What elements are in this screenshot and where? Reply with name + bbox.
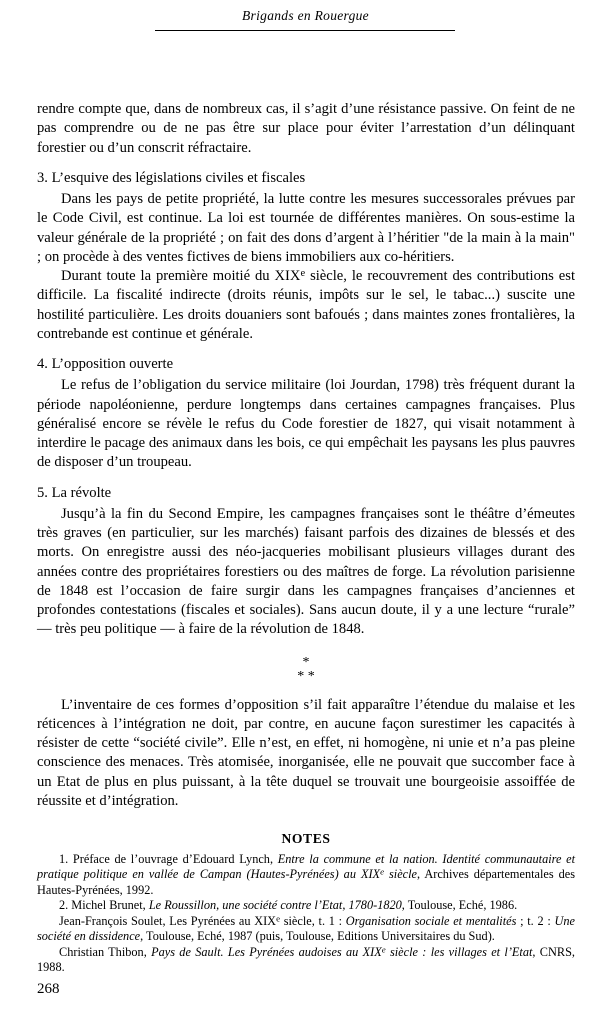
note-3-text-c: ; t. 2 : [516, 913, 555, 928]
note-3-text-a: Jean-François Soulet, Les Pyrénées au XIX [59, 913, 277, 928]
notes-heading: NOTES [281, 831, 331, 846]
header-rule [155, 30, 455, 31]
note-item-4 [37, 945, 575, 976]
note-4-text-a: Christian Thibon, [59, 944, 152, 959]
paragraph-inventaire: L’inventaire de ces formes d’opposition s’il fait apparaître l’étendue du malaise et les réticences à l’intégration ne doit, par contre, en aucune façon surestimer les capacités à résister de cette “société civile”. Elle n’est, en effet, ni homogène, ni unie et n’a pas pleine conscience des menaces. Très atomisée, inorganisée, elle ne pouvait que succomber face à un Etat de plus en plus puissant, à la tête duquel se trouvait une bourgeoisie assoiffée de réussite et d’intégration. [37, 696, 575, 809]
paragraph-contributions-post: siècle, le recouvrement des contributions est difficile. La fiscalité indirecte (droits réunis, impôts sur le sel, le tabac...) suscite une hostilité particulière. Les droits douaniers sont bafoués ; dans maintes zones frontalières, la contrebande est continue et générale. [37, 268, 575, 342]
note-4-ordinal: e [381, 944, 386, 955]
note-1-text-a: 1. Préface de l’ouvrage d’Edouard Lynch, [59, 852, 278, 866]
paragraph-opposition-ouverte: Le refus de l’obligation du service militaire (loi Jourdan, 1798) très fréquent durant la période napoléonienne, perdure longtemps dans certaines campagnes françaises. Plus généralisé encore se révèle le refus du Code forestier de 1827, qui visait notamment à interdire le pacage des animaux dans les bois, ce qui empêchait les paysans les plus pauvres de disposer d’un troupeau. [37, 377, 575, 471]
note-1-title: Entre la commune et la nation. Identité communautaire et pratique politique en vallée de Campan (Hautes-Pyrénées) au XIX [37, 852, 575, 882]
note-1-title-cont: siècle [384, 867, 417, 882]
note-item-1 [37, 852, 575, 898]
note-4-title: Pays de Sault. Les Pyrénées audoises au XIX [151, 944, 382, 959]
paragraph-contributions [37, 267, 575, 344]
paragraph-contributions-pre: Durant toute la première moitié du XIX [61, 268, 301, 284]
note-1-text-b: , Archives départementales des Hautes-Pyrénées, 1992. [37, 867, 576, 897]
section-heading-4: 4. L’opposition ouverte [37, 356, 174, 372]
paragraph-opening: rendre compte que, dans de nombreux cas, il s’agit d’une résistance passive. On feint de ne pas comprendre ou de ne pas être sur place pour éviter l’arrestation d’un délinquant forestier ou d’un conscrit réfractaire. [37, 101, 575, 156]
paragraph-petite-propriete: Dans les pays de petite propriété, la lutte contre les mesures successorales prévues par le Code Civil, est continue. La loi est tournée de différentes manières. On sous-estime la valeur générale de la propriété ; on fait des dons d’argent à l’héritier "de la main à la main" ; on procède à des ventes fictives de biens immobiliers aux co-héritiers. [37, 191, 575, 265]
note-2-text-a: 2. Michel Brunet, [59, 898, 149, 913]
note-3-text-d: , Toulouse, Eché, 1987 (puis, Toulouse, Editions Universitaires du Sud). [140, 929, 495, 944]
asterisk-separator [37, 656, 575, 684]
asterisk-line-1: * [302, 654, 310, 670]
paragraph-revolte: Jusqu’à la fin du Second Empire, les campagnes françaises sont le théâtre d’émeutes très graves (en particulier, sur les marchés) faisant parfois des dizaines de blessés et des morts. On enregistre aussi des néo-jacqueries mobilisant plusieurs villages durant des années contre des propriétaires forestiers ou des maîtres de forge. La révolution parisienne de 1848 est l’occasion de faire surgir dans les campagnes françaises d’anciennes et profondes contestations (fiscales et sociales). Sans aucun doute, il y a une lecture “rurale” — très peu politique — à faire de la révolution de 1848. [37, 505, 575, 638]
note-2-title: Le Roussillon, une société contre l’Etat, 1780-1820 [148, 898, 402, 913]
note-3-text-b: siècle, t. 1 : [280, 913, 346, 928]
section-heading-5: 5. La révolte [37, 484, 112, 501]
note-1-ordinal: e [380, 867, 385, 878]
note-3-title-2: Une société en dissidence [37, 913, 576, 944]
note-3-title-1: Organisation sociale et mentalités [345, 913, 517, 928]
notes-section [37, 852, 575, 976]
page-content [37, 100, 575, 976]
note-3-ordinal: e [276, 913, 280, 924]
page-number: 268 [37, 981, 60, 997]
ordinal-suffix-e: e [300, 268, 306, 280]
running-head: Brigands en Rouergue [242, 8, 369, 23]
note-item-2 [37, 898, 575, 913]
note-item-3 [37, 914, 575, 945]
section-heading-3: 3. L’esquive des législations civiles et fiscales [37, 169, 306, 186]
note-4-title-cont: siècle : les villages et l’Etat [385, 944, 533, 959]
note-2-text-b: , Toulouse, Eché, 1986. [401, 898, 518, 913]
asterisk-line-2: * * [297, 668, 315, 684]
note-4-text-b: , CNRS, 1988. [37, 944, 576, 975]
